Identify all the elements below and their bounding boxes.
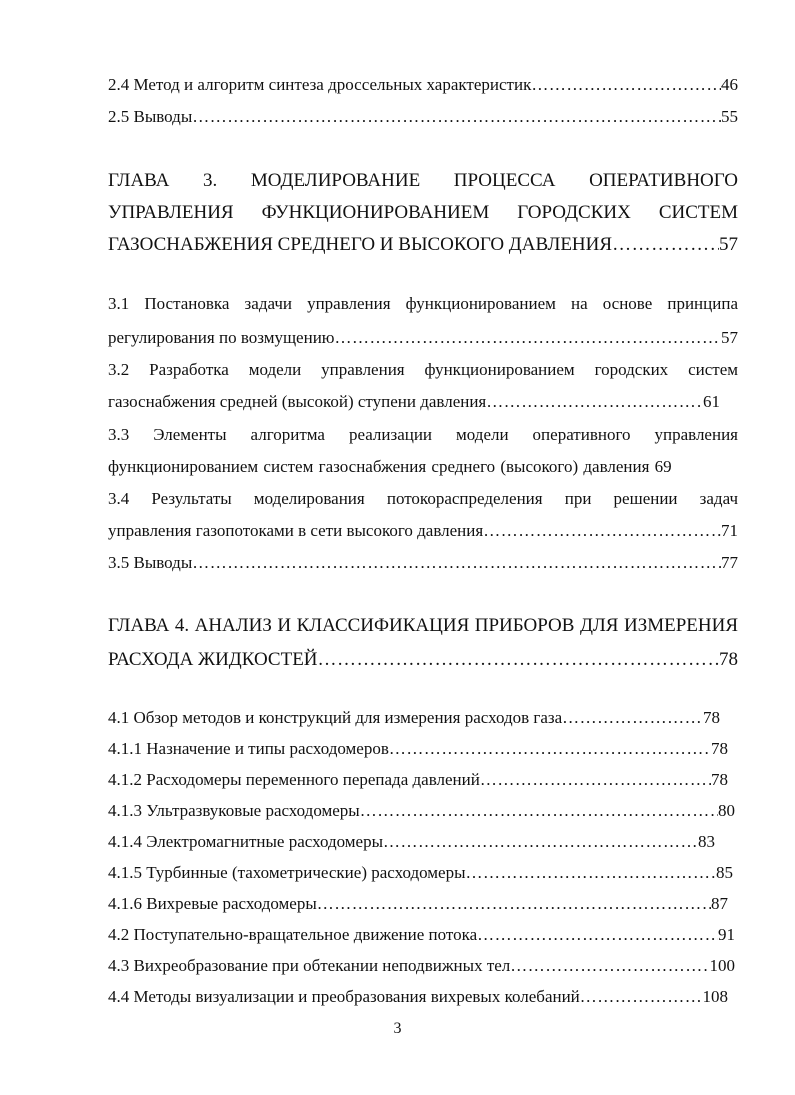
toc-leader xyxy=(318,645,719,675)
toc-entry-line: 3.3 Элементы алгоритма реализации модели оперативного управления xyxy=(108,425,738,444)
toc-page: 83 xyxy=(698,832,715,851)
toc-title: 4.1.3 Ультразвуковые расходомеры xyxy=(108,801,360,820)
toc-title: 2.4 Метод и алгоритм синтеза дроссельных характеристик xyxy=(108,75,532,94)
toc-entry xyxy=(108,954,735,978)
toc-page: 77 xyxy=(721,553,738,572)
toc-title: 4.1.6 Вихревые расходомеры xyxy=(108,894,317,913)
toc-entry xyxy=(108,830,715,854)
toc-page: 108 xyxy=(702,987,728,1006)
toc-entry xyxy=(108,105,738,129)
toc-entry xyxy=(108,326,738,350)
toc-leader xyxy=(360,799,718,823)
toc-page: 78 xyxy=(711,739,728,758)
toc-page: 71 xyxy=(721,521,738,540)
toc-page: 46 xyxy=(721,75,738,94)
toc-title: газоснабжения средней (высокой) ступени давления xyxy=(108,392,487,411)
toc-leader xyxy=(192,551,721,575)
toc-leader xyxy=(562,706,703,730)
toc-leader xyxy=(317,892,711,916)
toc-entry-line: 3.1 Постановка задачи управления функционированием на основе принципа xyxy=(108,294,738,313)
toc-entry xyxy=(108,73,738,97)
toc-title: 2.5 Выводы xyxy=(108,107,193,126)
toc-page: 57 xyxy=(721,328,738,347)
toc-entry xyxy=(108,923,735,947)
toc-title: 4.1 Обзор методов и конструкций для измерения расходов газа xyxy=(108,708,563,727)
toc-leader xyxy=(192,105,721,129)
toc-page: 57 xyxy=(719,234,738,255)
toc-leader xyxy=(480,768,711,792)
chapter-heading-entry xyxy=(108,230,738,260)
toc-title: 4.2 Поступательно-вращательное движение потока xyxy=(108,925,478,944)
toc-leader xyxy=(466,861,716,885)
toc-entry-line: функционированием систем газоснабжения среднего (высокого) давления 69 xyxy=(108,457,672,476)
toc-page: 80 xyxy=(718,801,735,820)
toc-page: 78 xyxy=(711,770,728,789)
toc-entry xyxy=(108,551,738,575)
toc-page: 85 xyxy=(716,863,733,882)
chapter-heading-line: ГЛАВА 3. МОДЕЛИРОВАНИЕ ПРОЦЕССА ОПЕРАТИВНОГО xyxy=(108,170,738,191)
toc-entry xyxy=(108,799,735,823)
toc-page: 87 xyxy=(711,894,728,913)
toc-leader xyxy=(510,954,709,978)
toc-page: 91 xyxy=(718,925,735,944)
toc-title: 4.1.1 Назначение и типы расходомеров xyxy=(108,739,389,758)
chapter-heading-line: ГЛАВА 4. АНАЛИЗ И КЛАССИФИКАЦИЯ ПРИБОРОВ ДЛЯ ИЗМЕРЕНИЯ xyxy=(108,615,738,636)
toc-entry xyxy=(108,985,728,1009)
toc-title: управления газопотоками в сети высокого давления xyxy=(108,521,484,540)
toc-title: 4.1.5 Турбинные (тахометрические) расходомеры xyxy=(108,863,466,882)
chapter-heading-title: ГАЗОСНАБЖЕНИЯ СРЕДНЕГО И ВЫСОКОГО ДАВЛЕНИЯ xyxy=(108,234,613,255)
toc-leader xyxy=(483,519,721,543)
toc-title: 4.4 Методы визуализации и преобразования вихревых колебаний xyxy=(108,987,580,1006)
toc-title: 4.1.2 Расходомеры переменного перепада давлений xyxy=(108,770,480,789)
toc-page: 100 xyxy=(709,956,735,975)
toc-title: 3.5 Выводы xyxy=(108,553,193,572)
chapter-heading-entry xyxy=(108,645,738,675)
toc-entry xyxy=(108,737,728,761)
toc-leader xyxy=(486,390,703,414)
toc-entry-line: 3.4 Результаты моделирования потокораспределения при решении задач xyxy=(108,489,738,508)
toc-entry xyxy=(108,768,728,792)
toc-page: 78 xyxy=(719,649,738,670)
page-number: 3 xyxy=(393,1020,402,1037)
chapter-heading-title: РАСХОДА ЖИДКОСТЕЙ xyxy=(108,649,318,670)
toc-leader xyxy=(477,923,718,947)
toc-leader xyxy=(383,830,698,854)
toc-entry-line: 3.2 Разработка модели управления функционированием городских систем xyxy=(108,360,738,379)
toc-leader xyxy=(612,230,719,260)
toc-page: 55 xyxy=(721,107,738,126)
toc-title: 4.1.4 Электромагнитные расходомеры xyxy=(108,832,384,851)
toc-entry xyxy=(108,892,728,916)
toc-title: регулирования по возмущению xyxy=(108,328,335,347)
toc-leader xyxy=(389,737,711,761)
toc-title: 4.3 Вихреобразование при обтекании неподвижных тел xyxy=(108,956,511,975)
toc-entry xyxy=(108,519,738,543)
chapter-heading-line: УПРАВЛЕНИЯ ФУНКЦИОНИРОВАНИЕМ ГОРОДСКИХ СИСТЕМ xyxy=(108,202,738,223)
toc-page: 61 xyxy=(703,392,720,411)
toc-leader xyxy=(580,985,703,1009)
toc-entry xyxy=(108,861,733,885)
toc-page: 78 xyxy=(703,708,720,727)
toc-leader xyxy=(531,73,721,97)
toc-leader xyxy=(335,326,722,350)
toc-entry xyxy=(108,390,720,414)
toc-entry xyxy=(108,706,720,730)
